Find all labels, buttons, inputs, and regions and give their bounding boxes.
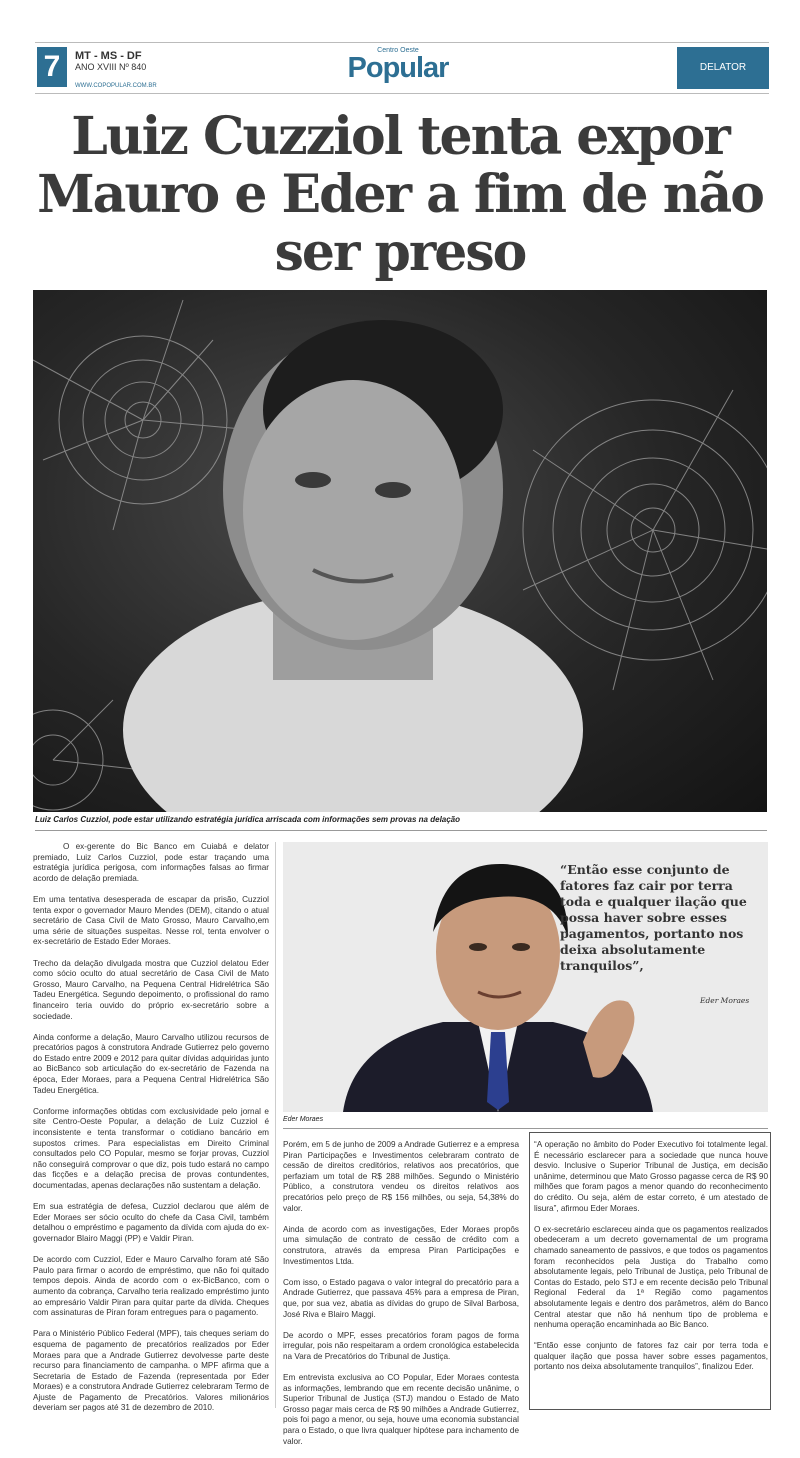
page-number: 7 <box>37 47 67 87</box>
paragraph: Para o Ministério Público Federal (MPF), tais cheques seriam do esquema de pagamento de precatórios realizados por Eder Moraes para que a Andrade Gutierrez devolvesse parte deste recurso para financiamento de campanha. o MPF afirma que a Secretaria de Estado de Fazenda (representada por Eder Moraes) e a construtora Andrade Gutierrez celebraram Termo de Ajuste de Pagamento de Precatórios. Valores milionários deveriam ser pagos até 31 de dezembro de 2010. <box>33 1329 269 1413</box>
paragraph: Com isso, o Estado pagava o valor integral do precatório para a Andrade Gutierrez, que passava 45% para a empresa de Piran, que, por sua vez, abatia as dívidas do grupo de Silval Barbosa, José Riva e Blairo Maggi. <box>283 1277 519 1319</box>
article-column-2 <box>283 1140 519 1458</box>
paragraph: Conforme informações obtidas com exclusividade pelo jornal e site Centro-Oeste Popular, a delação de Luiz Cuzziol é inconsistente e tenta transformar o cotidiano bancário em supostos crimes. Para especialistas em Direito Criminal consultados pelo CO Popular, mesmo se forjar provas, Cuzziol não conseguirá comprovar o que diz, pois tudo estará no campo das ficções e a delação precisa de provas contundentes, documentadas, apenas declarações não sustentam a delação. <box>33 1106 269 1190</box>
paragraph: “Então esse conjunto de fatores faz cair por terra toda e qualquer ilação que possa haver sobre esses pagamentos, portanto nos deixa absolutamente tranquilos”, finalizou Eder. <box>534 1341 768 1372</box>
paragraph: De acordo com Cuzziol, Eder e Mauro Carvalho foram até São Paulo para firmar o acordo de empréstimo, que não foi quitado tempos depois. Ainda de acordo com o ex-BicBanco, com o aumento da cobrança, Carvalho teria realizado empréstimo junto ao empresário Valdir Piran para quitar parte da dívida. Cheques com assinaturas de Piran foram entregues para o pagamento. <box>33 1255 269 1318</box>
headline: Luiz Cuzziol tenta expor Mauro e Eder a fim de não ser preso <box>37 106 763 283</box>
paragraph: Ainda conforme a delação, Mauro Carvalho utilizou recursos de precatórios pagos à construtora Andrade Gutierrez pelo governo do Estado entre 2009 e 2012 para quitar dívidas adquiridas junto ao BicBanco sob articulação do ex-secretário de Fazenda na época, Eder Moraes, para a Pequena Central Hidrelétrica São Tadeu Energética. <box>33 1032 269 1095</box>
second-photo-caption: Eder Moraes <box>283 1116 324 1123</box>
region-label: MT - MS - DF <box>75 50 142 62</box>
paragraph: Em sua estratégia de defesa, Cuzziol declarou que além de Eder Moraes ser sócio oculto do chefe da Casa Civil, também detalhou o empréstimo e pagamento da dívida com ajuda do ex-governador Blairo Maggi (PP) e Valdir Piran. <box>33 1202 269 1243</box>
logo-text: Popular <box>347 52 449 84</box>
newspaper-logo <box>333 47 463 82</box>
paragraph: Trecho da delação divulgada mostra que Cuzziol delatou Eder como sócio oculto do atual secretário de Casa Civil de Mato Grosso, Mauro Carvalho, na Pequena Central Hidrelétrica São Tadeu Energética. Segundo depoimento, o profissional do ramo financeiro teria ouvido do próprio ex-secretário sobre a sociedade. <box>33 958 269 1021</box>
article-column-1 <box>33 842 269 1425</box>
spiderweb-portrait-illustration <box>33 290 767 812</box>
section-tag: DELATOR <box>677 47 769 89</box>
paragraph: O ex-gerente do Bic Banco em Cuiabá e delator premiado, Luiz Carlos Cuzziol, pode estar traçando uma estratégia jurídica perigosa, com informações falsas ao firmar acordo de delação premiada. <box>33 842 269 883</box>
website-link[interactable]: WWW.COPOPULAR.COM.BR <box>75 83 157 89</box>
paragraph: De acordo o MPF, esses precatórios foram pagos de forma irregular, pois não respeitaram a ordem cronológica estabelecida na Vara de Precatórios do Tribunal de Justiça. <box>283 1330 519 1361</box>
quote-author: Eder Moraes <box>700 996 750 1005</box>
column-divider <box>275 842 276 1408</box>
paragraph: Em entrevista exclusiva ao CO Popular, Eder Moraes contesta as informações, lembrando que em recente decisão unânime, o Superior Tribunal de Justiça (STJ) mandou o Estado de Mato Grosso pagar mais cerca de R$ 90 milhões a Andrade Gutierrez, pois foi pago a menor, ou seja, houve uma economia substancial para o Estado, o que livra qualquer hipótese para inchamento de valor. <box>283 1373 519 1446</box>
pull-quote: “Então esse conjunto de fatores faz cair por terra toda e qualquer ilação que possa haver sobre esses pagamentos, portanto nos deixa absolutamente tranquilos”, <box>560 862 747 973</box>
paragraph: “A operação no âmbito do Poder Executivo foi totalmente legal. É necessário esclarecer para a sociedade que nunca houve desvio. Inclusive o Superior Tribunal de Justiça, em decisão unânime, determinou que Mato Grosso pagasse cerca de R$ 90 milhões que foram pagos a menor quando do reconhecimento do crédito. Ou seja, além de estar correto, é um atestado de lisura”, afirmou Eder Moraes. <box>534 1140 768 1213</box>
divider <box>35 830 767 831</box>
paragraph: Em uma tentativa desesperada de escapar da prisão, Cuzziol tenta expor o governador Mauro Mendes (DEM), citando o atual secretário de Casa Civil de Mato Grosso, Mauro Carvalho,em uma série de situações suspeitas. Nesse rol, tenta envolver o ex-secretário de Estado Eder Moraes. <box>33 894 269 947</box>
paragraph: Ainda de acordo com as investigações, Eder Moraes propôs uma simulação de contrato de cessão de crédito com a construtora, através da empresa Piran Participações e Investimentos Ltda. <box>283 1224 519 1266</box>
article-column-3 <box>534 1140 768 1384</box>
divider <box>283 1128 768 1129</box>
main-photo-caption: Luiz Carlos Cuzziol, pode estar utilizando estratégia jurídica arriscada com informações sem provas na delação <box>35 815 461 824</box>
edition-label: ANO XVIII Nº 840 <box>75 62 147 72</box>
main-photo <box>33 290 767 812</box>
page-header <box>35 42 769 94</box>
logo-subtitle: Centro Oeste <box>377 47 419 54</box>
edition-info <box>75 51 157 92</box>
paragraph: Porém, em 5 de junho de 2009 a Andrade Gutierrez e a empresa Piran Participações e Investimentos celebraram contrato de cessão de direitos creditórios, relativos aos precatórios, que perfaziam um total de R$ 288 milhões. Segundo o Ministério Público, a construtora vendeu os direitos relativos aos precatórios pelo preço de R$ 156 milhões, ou seja, 54,38% do valor. <box>283 1140 519 1213</box>
paragraph: O ex-secretário esclareceu ainda que os pagamentos realizados obedeceram a um decreto governamental de um programa chamado saneamento de passivos, e que todos os pagamentos foram reconhecidos pela Justiça do Trabalho como absolutamente legais, pelo Tribunal de Justiça, pelo Tribunal de Contas do Estado, pelo STJ e em recente decisão pelo Tribunal Regional Federal da 1ª Região como pagamentos absolutamente legais e dentro dos parâmetros, além do Banco Central atestar que não há nenhum tipo de problema e nenhuma operação encaminhada ao Bic Banco. <box>534 1224 768 1330</box>
